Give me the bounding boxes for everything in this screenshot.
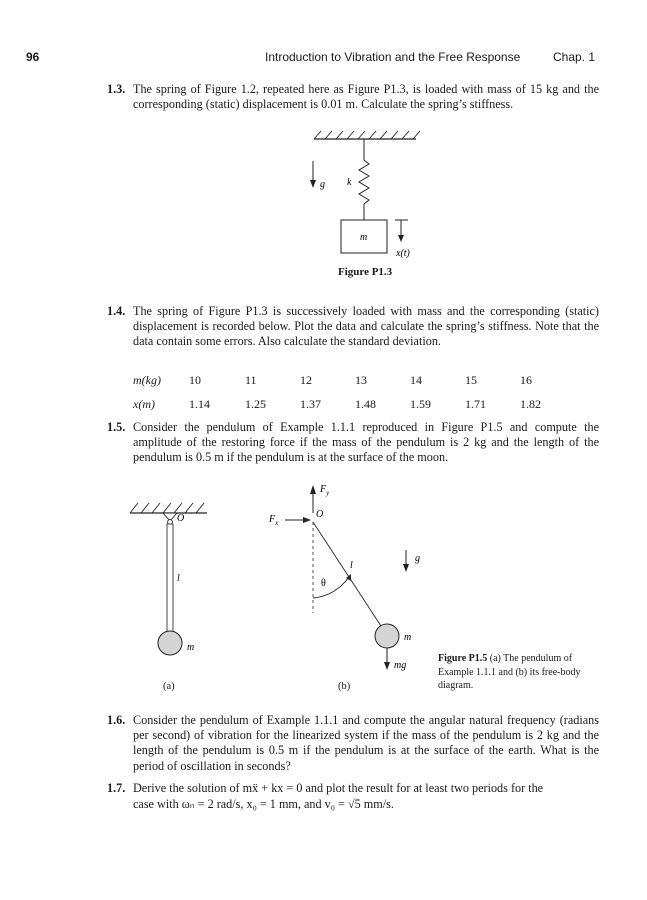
bob-b bbox=[375, 624, 399, 648]
spring-k bbox=[359, 139, 369, 220]
gravity-label: g bbox=[320, 179, 325, 190]
pivot-label-a: O bbox=[177, 513, 185, 524]
table-x-cell: 1.82 bbox=[520, 397, 541, 411]
table-x-label: x(m) bbox=[133, 397, 155, 411]
weight-arrowhead bbox=[384, 662, 390, 670]
figure-p1-5b-label: (b) bbox=[338, 681, 351, 692]
figure-p1-5a-label: (a) bbox=[163, 681, 175, 692]
table-x-cell: 1.48 bbox=[355, 397, 376, 411]
running-title: Introduction to Vibration and the Free Response bbox=[265, 50, 521, 64]
table-x-cell: 1.14 bbox=[189, 397, 210, 411]
gravity-arrowhead-b bbox=[403, 564, 409, 572]
problem-text-1-3: The spring of Figure 1.2, repeated here as Figure P1.3, is loaded with mass of 15 kg and the corresponding (static) displacement is 0.01 m. Calculate the spring’s stiffness. bbox=[133, 82, 599, 112]
table-x-cell: 1.37 bbox=[300, 397, 321, 411]
table-m-cell: 15 bbox=[465, 373, 477, 387]
force-fy-subscript: y bbox=[326, 489, 330, 497]
problem-text-1-5: Consider the pendulum of Example 1.1.1 reproduced in Figure P1.5 and compute the amplitude of the restoring force if the mass of the pendulum is 2 kg and the length of the pendulum is 0.5 m if the pendulum is at the surface of the moon. bbox=[133, 420, 599, 465]
problem-text-1-7-line1: Derive the solution of mẍ + kx = 0 and plot the result for at least two periods for the bbox=[133, 781, 544, 795]
pendulum-line-b bbox=[313, 522, 381, 626]
theta-arc bbox=[313, 577, 349, 598]
table-m-cell: 14 bbox=[410, 373, 422, 387]
table-m-cell: 10 bbox=[189, 373, 201, 387]
problem-text-1-4: The spring of Figure P1.3 is successively loaded with mass and the corresponding (static) displacement is recorded below. Plot the data and calculate the spring’s stiffness. Note that the data contain some errors. Also calculate the standard deviation. bbox=[133, 304, 599, 349]
spring-label: k bbox=[347, 177, 352, 188]
mass-label-b: m bbox=[404, 632, 412, 643]
figure-p1-5-caption-bold: Figure P1.5 bbox=[438, 653, 488, 664]
force-fx-subscript: x bbox=[275, 519, 279, 527]
force-fx-label bbox=[268, 514, 279, 527]
ceiling-hatch bbox=[314, 131, 420, 139]
chapter-label: Chap. 1 bbox=[553, 50, 596, 64]
table-m-cell: 12 bbox=[300, 373, 312, 387]
displacement-arrowhead bbox=[398, 235, 404, 242]
problem-number-1-5: 1.5. bbox=[107, 420, 126, 434]
figure-p1-5-caption bbox=[438, 652, 600, 693]
problem-text-1-6: Consider the pendulum of Example 1.1.1 and compute the angular natural frequency (radians per second) of vibration for the linearized system if the mass of the pendulum is 2 kg and the length of the pendulum is 0.5 m if the pendulum is at the surface of the earth. What is the period of oscillation in seconds? bbox=[133, 713, 599, 773]
problem-number-1-4: 1.4. bbox=[107, 304, 126, 318]
table-x-cell: 1.71 bbox=[465, 397, 486, 411]
figure-p1-3-caption: Figure P1.3 bbox=[338, 266, 393, 278]
pendulum-rod bbox=[167, 524, 173, 634]
gravity-arrowhead bbox=[310, 180, 316, 188]
gravity-label-b: g bbox=[415, 553, 420, 564]
table-m-cell: 11 bbox=[245, 373, 257, 387]
force-fy-arrowhead bbox=[310, 485, 316, 494]
table-x-cell: 1.25 bbox=[245, 397, 266, 411]
problem-number-1-7: 1.7. bbox=[107, 781, 126, 795]
theta-label: θ bbox=[321, 578, 326, 589]
mass-label-a: m bbox=[187, 642, 195, 653]
figure-p1-5a bbox=[125, 495, 220, 665]
table-m-label bbox=[133, 373, 161, 388]
weight-label: mg bbox=[394, 660, 407, 671]
mass-label: m bbox=[360, 232, 368, 243]
figure-p1-3 bbox=[300, 128, 430, 263]
length-label-a: l bbox=[177, 573, 180, 584]
problem-number-1-6: 1.6. bbox=[107, 713, 126, 727]
table-m-cell: 16 bbox=[520, 373, 532, 387]
table-x-cell: 1.59 bbox=[410, 397, 431, 411]
force-fy-symbol: F bbox=[320, 484, 327, 495]
figure-p1-5b bbox=[255, 478, 435, 678]
pendulum-bob bbox=[158, 631, 182, 655]
length-label-b: l bbox=[350, 560, 353, 571]
problem-number-1-3: 1.3. bbox=[107, 82, 126, 96]
problem-text-1-7-line2: case with ωₙ = 2 rad/s, x₀ = 1 mm, and v₀ = √5 mm/s. bbox=[133, 797, 394, 811]
figure-p1-5-caption-text: (a) The pendulum of Example 1.1.1 and (b) its free-body diagram. bbox=[438, 653, 581, 691]
table-m-cell: 13 bbox=[355, 373, 367, 387]
force-fy-label bbox=[319, 484, 330, 497]
force-fx-symbol: F bbox=[269, 514, 276, 525]
page-number: 96 bbox=[26, 50, 40, 64]
table-m-label-text: m(kg) bbox=[133, 373, 161, 387]
pivot-ceiling-hatch bbox=[130, 503, 204, 513]
pivot-label-b: O bbox=[316, 509, 324, 520]
displacement-label: x(t) bbox=[396, 248, 410, 259]
force-fx-arrowhead bbox=[303, 517, 311, 523]
